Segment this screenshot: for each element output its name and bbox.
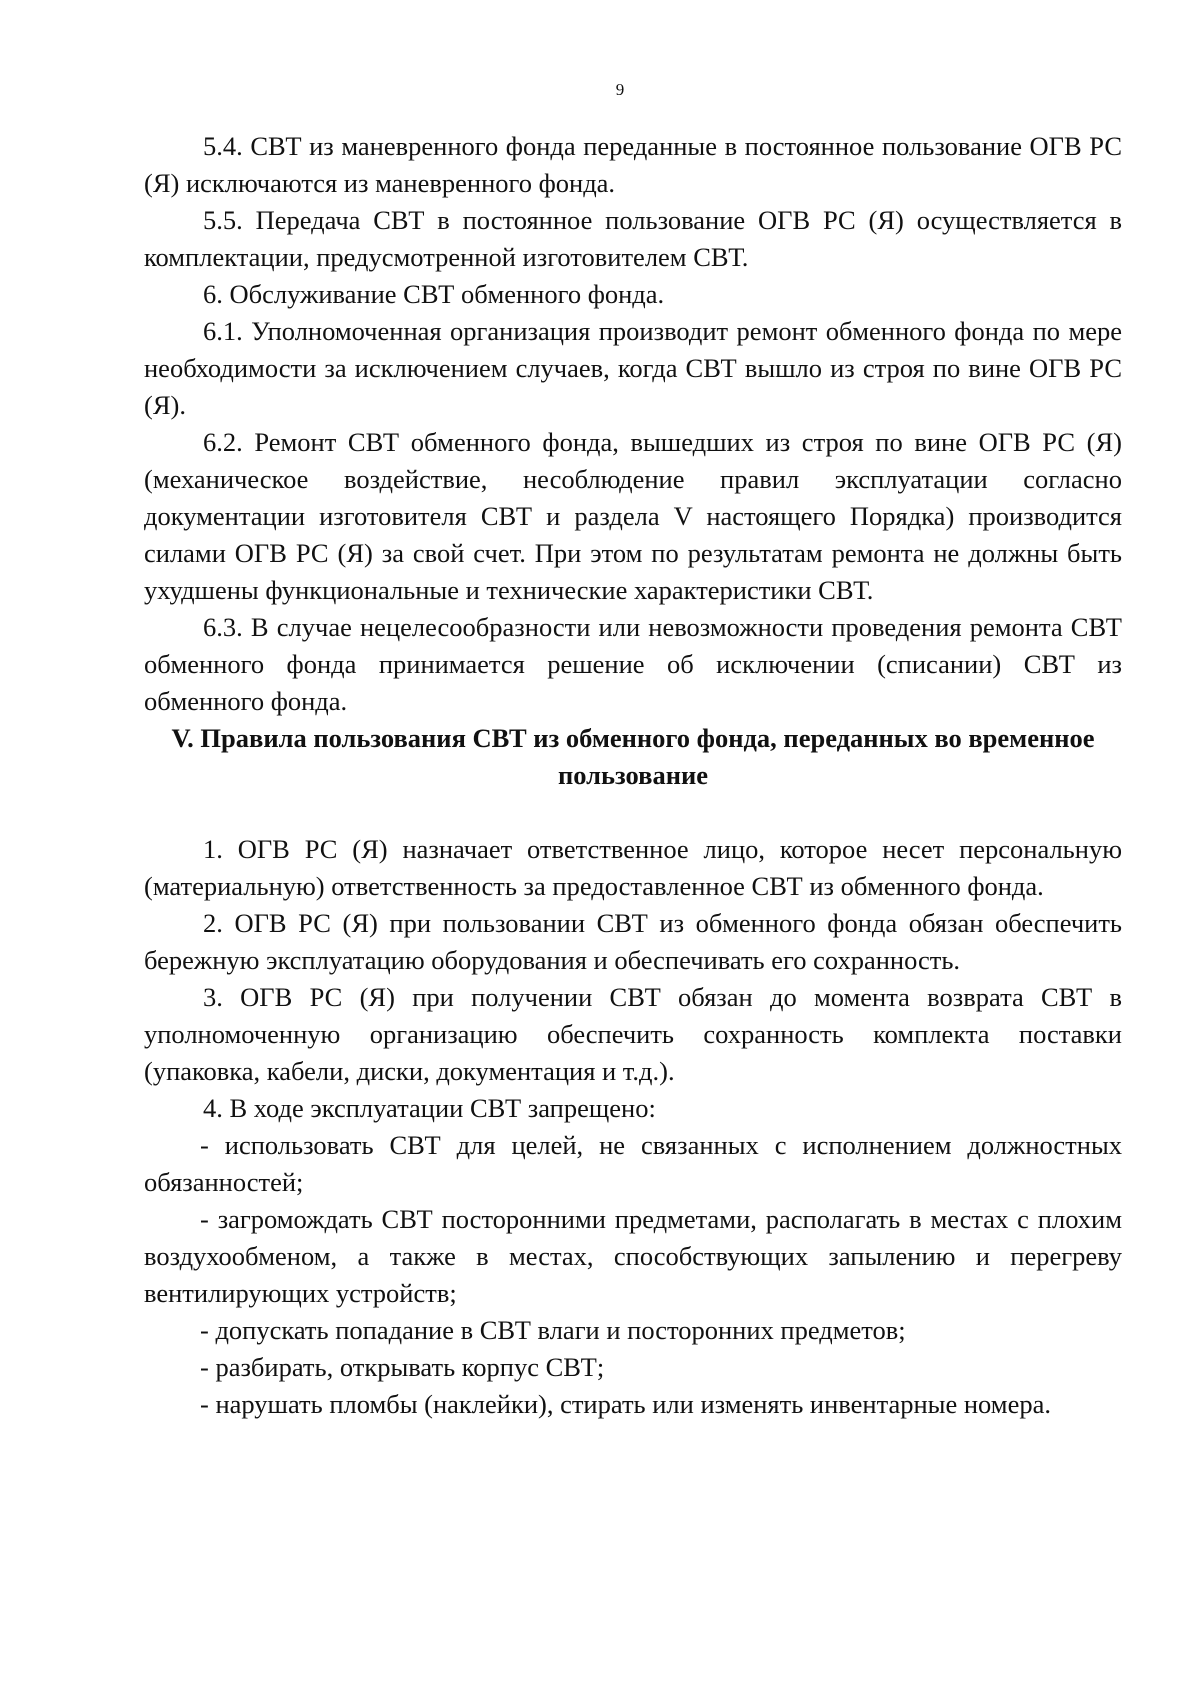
paragraph-5-4: 5.4. СВТ из маневренного фонда переданные в постоянное пользование ОГВ РС (Я) исключаются из маневренного фонда. [144, 131, 1122, 198]
section-paragraph-3: 3. ОГВ РС (Я) при получении СВТ обязан до момента возврата СВТ в уполномоченную организацию обеспечить сохранность комплекта поставки (упаковка, кабели, диски, документация и т.д.). [144, 982, 1122, 1086]
paragraph-6-3: 6.3. В случае нецелесообразности или невозможности проведения ремонта СВТ обменного фонда принимается решение об исключении (списании) СВТ из обменного фонда. [144, 612, 1122, 716]
section-paragraph-2: 2. ОГВ РС (Я) при пользовании СВТ из обменного фонда обязан обеспечить бережную эксплуатацию оборудования и обеспечивать его сохранность. [144, 908, 1122, 975]
document-body [144, 128, 1122, 1423]
prohibited-item: - допускать попадание в СВТ влаги и посторонних предметов; [200, 1315, 906, 1345]
prohibited-item: - загромождать СВТ посторонними предметами, располагать в местах с плохим воздухообменом, а также в местах, способствующих запылению и перегреву вентилирующих устройств; [144, 1204, 1122, 1308]
paragraph-6-2: 6.2. Ремонт СВТ обменного фонда, вышедших из строя по вине ОГВ РС (Я) (механическое воздействие, несоблюдение правил эксплуатации согласно документации изготовителя СВТ и раздела V настоящего Порядка) производится силами ОГВ РС (Я) за свой счет. При этом по результатам ремонта не должны быть ухудшены функциональные и технические характеристики СВТ. [144, 427, 1122, 605]
section-heading: V. Правила пользования СВТ из обменного фонда, переданных во временное пользование [171, 723, 1095, 790]
prohibited-item: - разбирать, открывать корпус СВТ; [200, 1352, 605, 1382]
prohibited-item: - нарушать пломбы (наклейки), стирать или изменять инвентарные номера. [200, 1389, 1051, 1419]
paragraph-6: 6. Обслуживание СВТ обменного фонда. [203, 279, 665, 309]
section-paragraph-4: 4. В ходе эксплуатации СВТ запрещено: [203, 1093, 656, 1123]
prohibited-item: - использовать СВТ для целей, не связанных с исполнением должностных обязанностей; [144, 1130, 1122, 1197]
page-number: 9 [615, 80, 625, 99]
paragraph-6-1: 6.1. Уполномоченная организация производит ремонт обменного фонда по мере необходимости за исключением случаев, когда СВТ вышло из строя по вине ОГВ РС (Я). [144, 316, 1122, 420]
paragraph-5-5: 5.5. Передача СВТ в постоянное пользование ОГВ РС (Я) осуществляется в комплектации, предусмотренной изготовителем СВТ. [144, 205, 1122, 272]
section-paragraph-1: 1. ОГВ РС (Я) назначает ответственное лицо, которое несет персональную (материальную) ответственность за предоставленное СВТ из обменного фонда. [144, 834, 1122, 901]
